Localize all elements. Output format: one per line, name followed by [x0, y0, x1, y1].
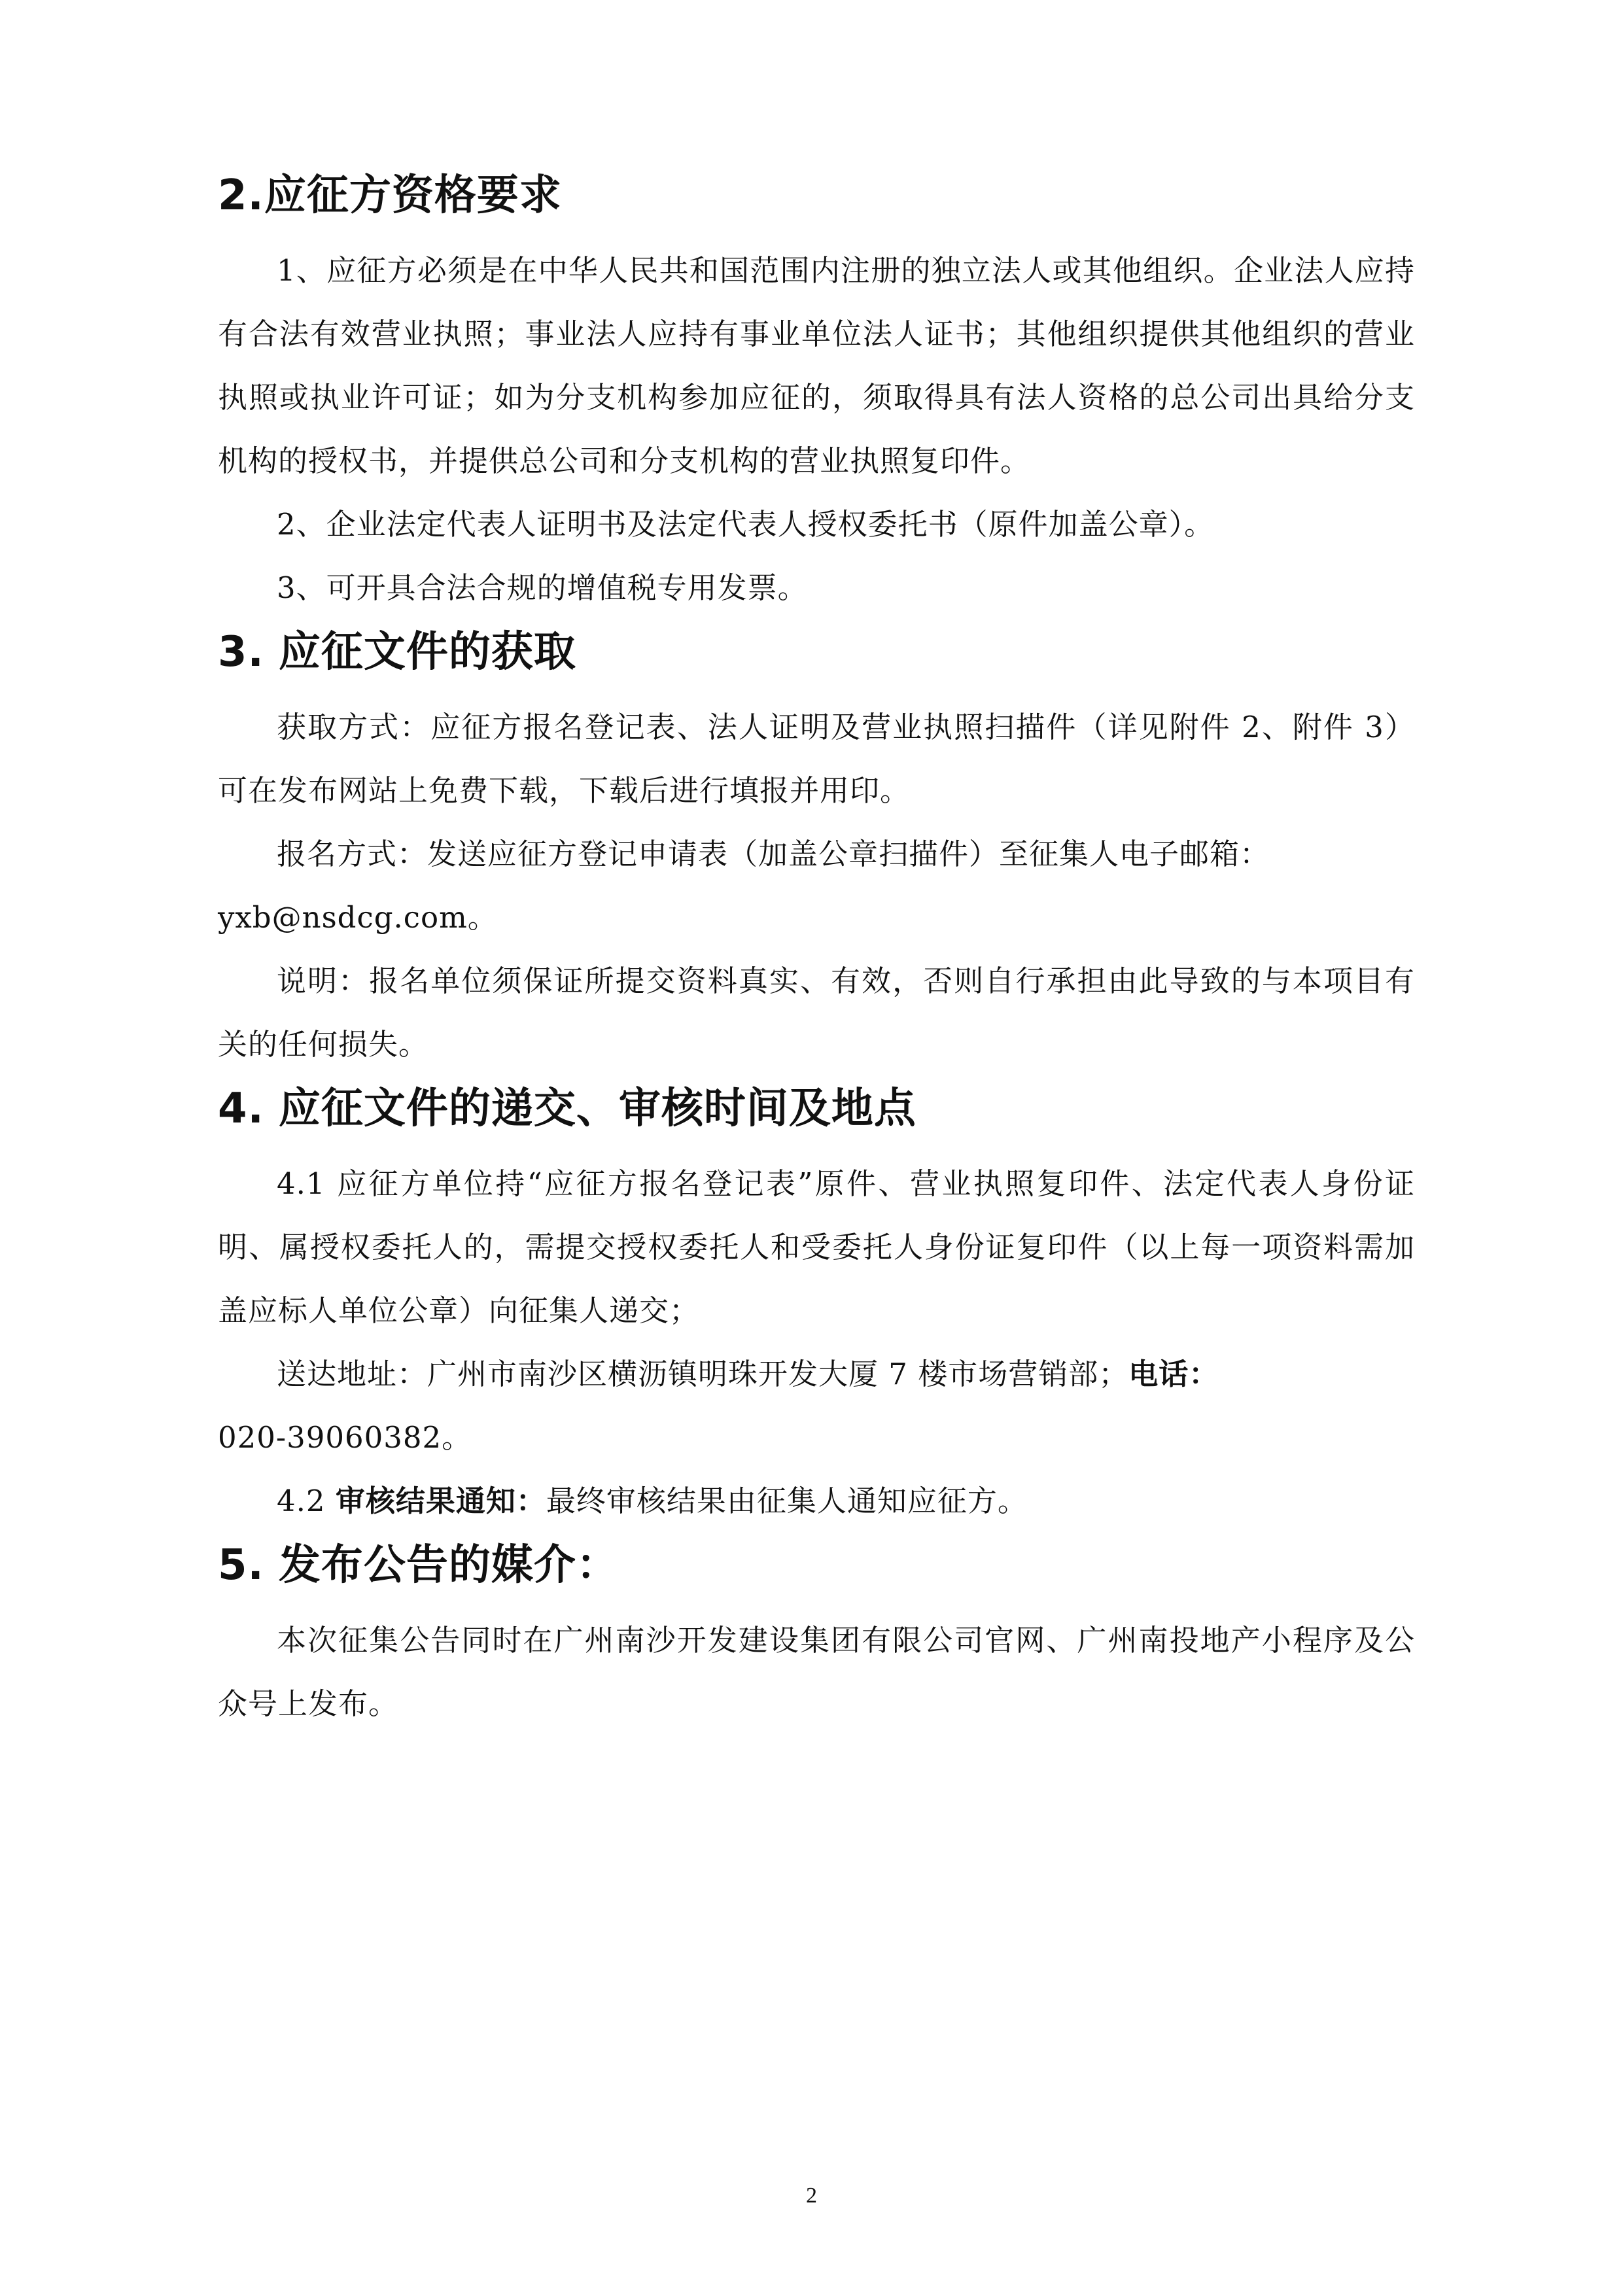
review-text: 最终审核结果由征集人通知应征方。	[546, 1484, 1028, 1518]
paragraph: 2、企业法定代表人证明书及法定代表人授权委托书（原件加盖公章）。	[277, 507, 1215, 542]
paragraph: 报名方式：发送应征方登记申请表（加盖公章扫描件）至征集人电子邮箱：	[277, 837, 1270, 871]
section-title: 应征文件的递交、审核时间及地点	[278, 1085, 916, 1133]
section-heading	[218, 623, 1415, 681]
paragraph: 3、可开具合法合规的增值税专用发票。	[277, 570, 808, 605]
paragraph: 4.1 应征方单位持“应征方报名登记表”原件、营业执照复印件、法定代表人身份证明、属授权委托人的，需提交授权委托人和受委托人身份证复印件（以上每一项资料需加盖应标人单位公章）向征集人递交；	[218, 1166, 1415, 1328]
section-heading	[218, 1537, 1415, 1594]
paragraph-review-notice	[218, 1469, 1415, 1533]
section-title: 应征方资格要求	[264, 171, 562, 220]
section-number: 4.	[218, 1085, 264, 1133]
address-text: 送达地址：广州市南沙区横沥镇明珠开发大厦 7 楼市场营销部；	[277, 1357, 1129, 1391]
clause-number: 4.2	[277, 1484, 326, 1518]
paragraph: 说明：报名单位须保证所提交资料真实、有效，否则自行承担由此导致的与本项目有关的任何损失。	[218, 964, 1415, 1062]
review-label: 审核结果通知：	[335, 1484, 546, 1518]
phone-number: 020-39060382。	[218, 1420, 472, 1455]
paragraph: 本次征集公告同时在广州南沙开发建设集团有限公司官网、广州南投地产小程序及公众号上发布。	[218, 1623, 1415, 1721]
phone-label: 电话：	[1128, 1357, 1219, 1391]
page-number: 2	[806, 2183, 817, 2208]
section-heading	[218, 167, 1415, 224]
section-title: 应征文件的获取	[278, 628, 576, 676]
section-qualification	[218, 167, 1415, 619]
paragraph: 获取方式：应征方报名登记表、法人证明及营业执照扫描件（详见附件 2、附件 3）可在发布网站上免费下载，下载后进行填报并用印。	[218, 710, 1415, 808]
section-number: 2.	[218, 171, 264, 220]
paragraph-address	[218, 1342, 1415, 1406]
document-body	[218, 167, 1415, 1739]
paragraph: 1、应征方必须是在中华人民共和国范围内注册的独立法人或其他组织。企业法人应持有合法有效营业执照；事业法人应持有事业单位法人证书；其他组织提供其他组织的营业执照或执业许可证；如为分支机构参加应征的，须取得具有法人资格的总公司出具给分支机构的授权书，并提供总公司和分支机构的营业执照复印件。	[218, 253, 1415, 478]
section-number: 3.	[218, 628, 264, 676]
email-address: yxb@nsdcg.com。	[218, 900, 498, 935]
section-media	[218, 1537, 1415, 1735]
section-title: 发布公告的媒介：	[278, 1541, 619, 1590]
section-submission	[218, 1080, 1415, 1533]
section-heading	[218, 1080, 1415, 1138]
section-number: 5.	[218, 1541, 264, 1590]
section-obtain-documents	[218, 623, 1415, 1076]
